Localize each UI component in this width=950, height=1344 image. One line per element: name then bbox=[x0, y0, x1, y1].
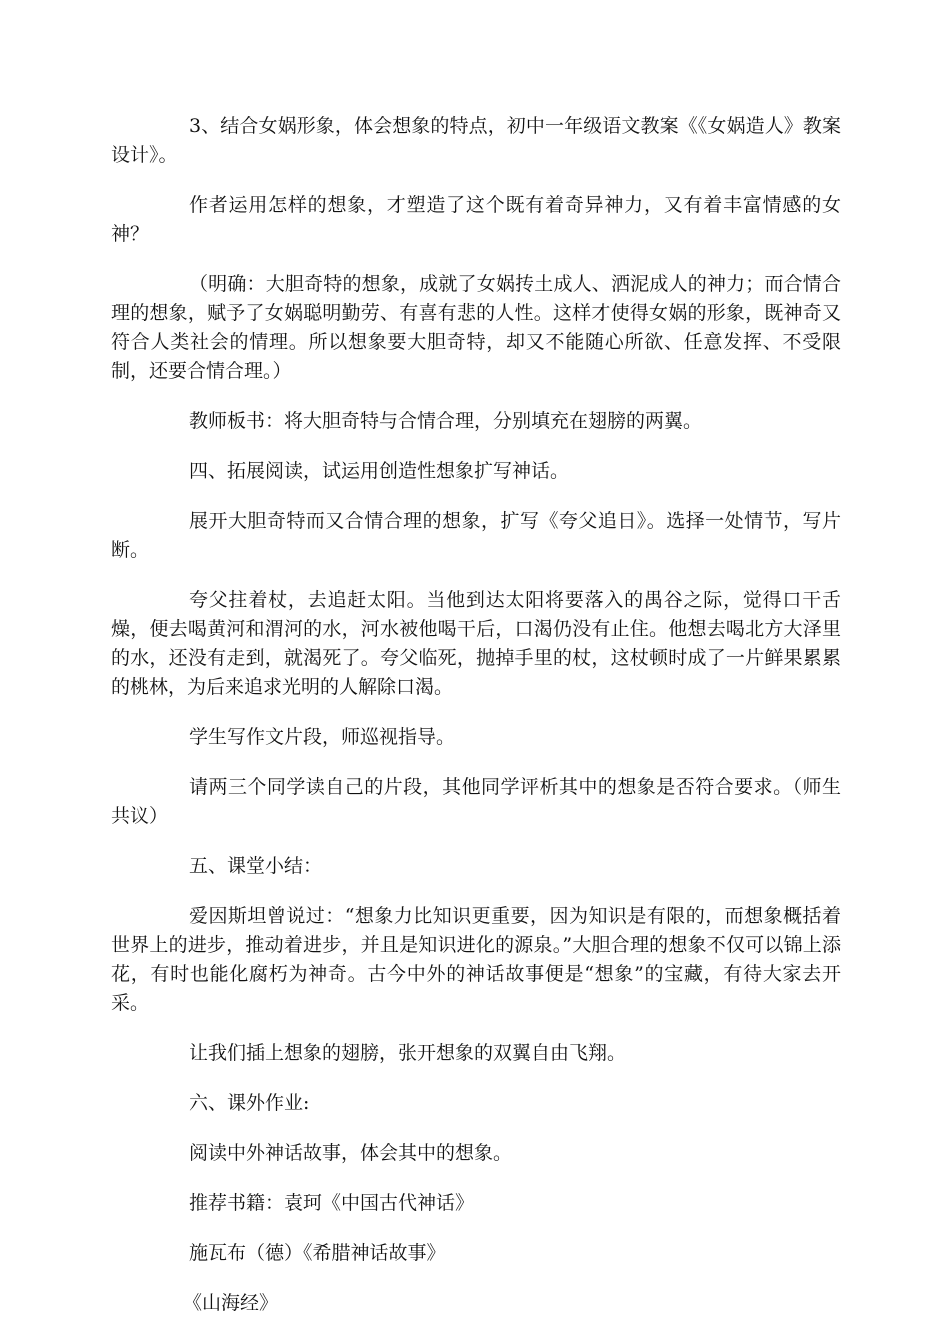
paragraph-einstein-quote: 爱因斯坦曾说过：“想象力比知识更重要，因为知识是有限的，而想象概括着世界上的进步，推动着进步，并且是知识进化的源泉。”大胆合理的想象不仅可以锦上添花，有时也能化腐朽为神奇。古今中外的神话故事便是“想象”的宝藏，有待大家去开采。 bbox=[111, 905, 841, 1014]
paragraph-peer-review: 请两三个同学读自己的片段，其他同学评析其中的想象是否符合要求。（师生共议） bbox=[111, 776, 841, 827]
paragraph-kuafu-story: 夸父拄着杖，去追赶太阳。当他到达太阳将要落入的禺谷之际，觉得口干舌燥，便去喝黄河和渭河的水，河水被他喝干后，口渴仍没有止住。他想去喝北方大泽里的水，还没有走到，就渴死了。夸父临死，抛掉手里的杖，这杖顿时成了一片鲜果累累的桃林，为后来追求光明的人解除口渴。 bbox=[111, 589, 841, 698]
paragraph-blackboard: 教师板书：将大胆奇特与合情合理，分别填充在翅膀的两翼。 bbox=[189, 410, 703, 432]
paragraph-recommended-books: 推荐书籍：袁珂《中国古代神话》 bbox=[189, 1192, 475, 1214]
heading-section-6: 六、课外作业: bbox=[189, 1092, 310, 1114]
paragraph-book-greek-myths: 施瓦布（德）《希腊神话故事》 bbox=[189, 1242, 446, 1264]
heading-section-5: 五、课堂小结： bbox=[189, 855, 323, 877]
paragraph-expand-task: 展开大胆奇特而又合情合理的想象，扩写《夸父追日》。选择一处情节，写片断。 bbox=[111, 510, 841, 561]
paragraph-homework: 阅读中外神话故事，体会其中的想象。 bbox=[189, 1142, 513, 1164]
paragraph-student-writing: 学生写作文片段，师巡视指导。 bbox=[189, 726, 456, 748]
paragraph-objective-3: 3、结合女娲形象，体会想象的特点，初中一年级语文教案《《女娲造人》教案设计》。 bbox=[111, 115, 841, 166]
paragraph-clarification: （明确：大胆奇特的想象，成就了女娲抟土成人、洒泥成人的神力；而合情合理的想象，赋予了女娲聪明勤劳、有喜有悲的人性。这样才使得女娲的形象，既神奇又符合人类社会的情理。所以想象要大胆奇特，却又不能随心所欲、任意发挥、不受限制，还要合情合理。） bbox=[111, 273, 841, 382]
document-page bbox=[111, 112, 841, 1318]
paragraph-question: 作者运用怎样的想象，才塑造了这个既有着奇异神力，又有着丰富情感的女神？ bbox=[111, 194, 841, 245]
heading-section-4: 四、拓展阅读，试运用创造性想象扩写神话。 bbox=[189, 460, 570, 482]
paragraph-closing: 让我们插上想象的翅膀，张开想象的双翼自由飞翔。 bbox=[189, 1042, 627, 1064]
paragraph-book-shanhaijing: 《山海经》 bbox=[183, 1292, 279, 1314]
